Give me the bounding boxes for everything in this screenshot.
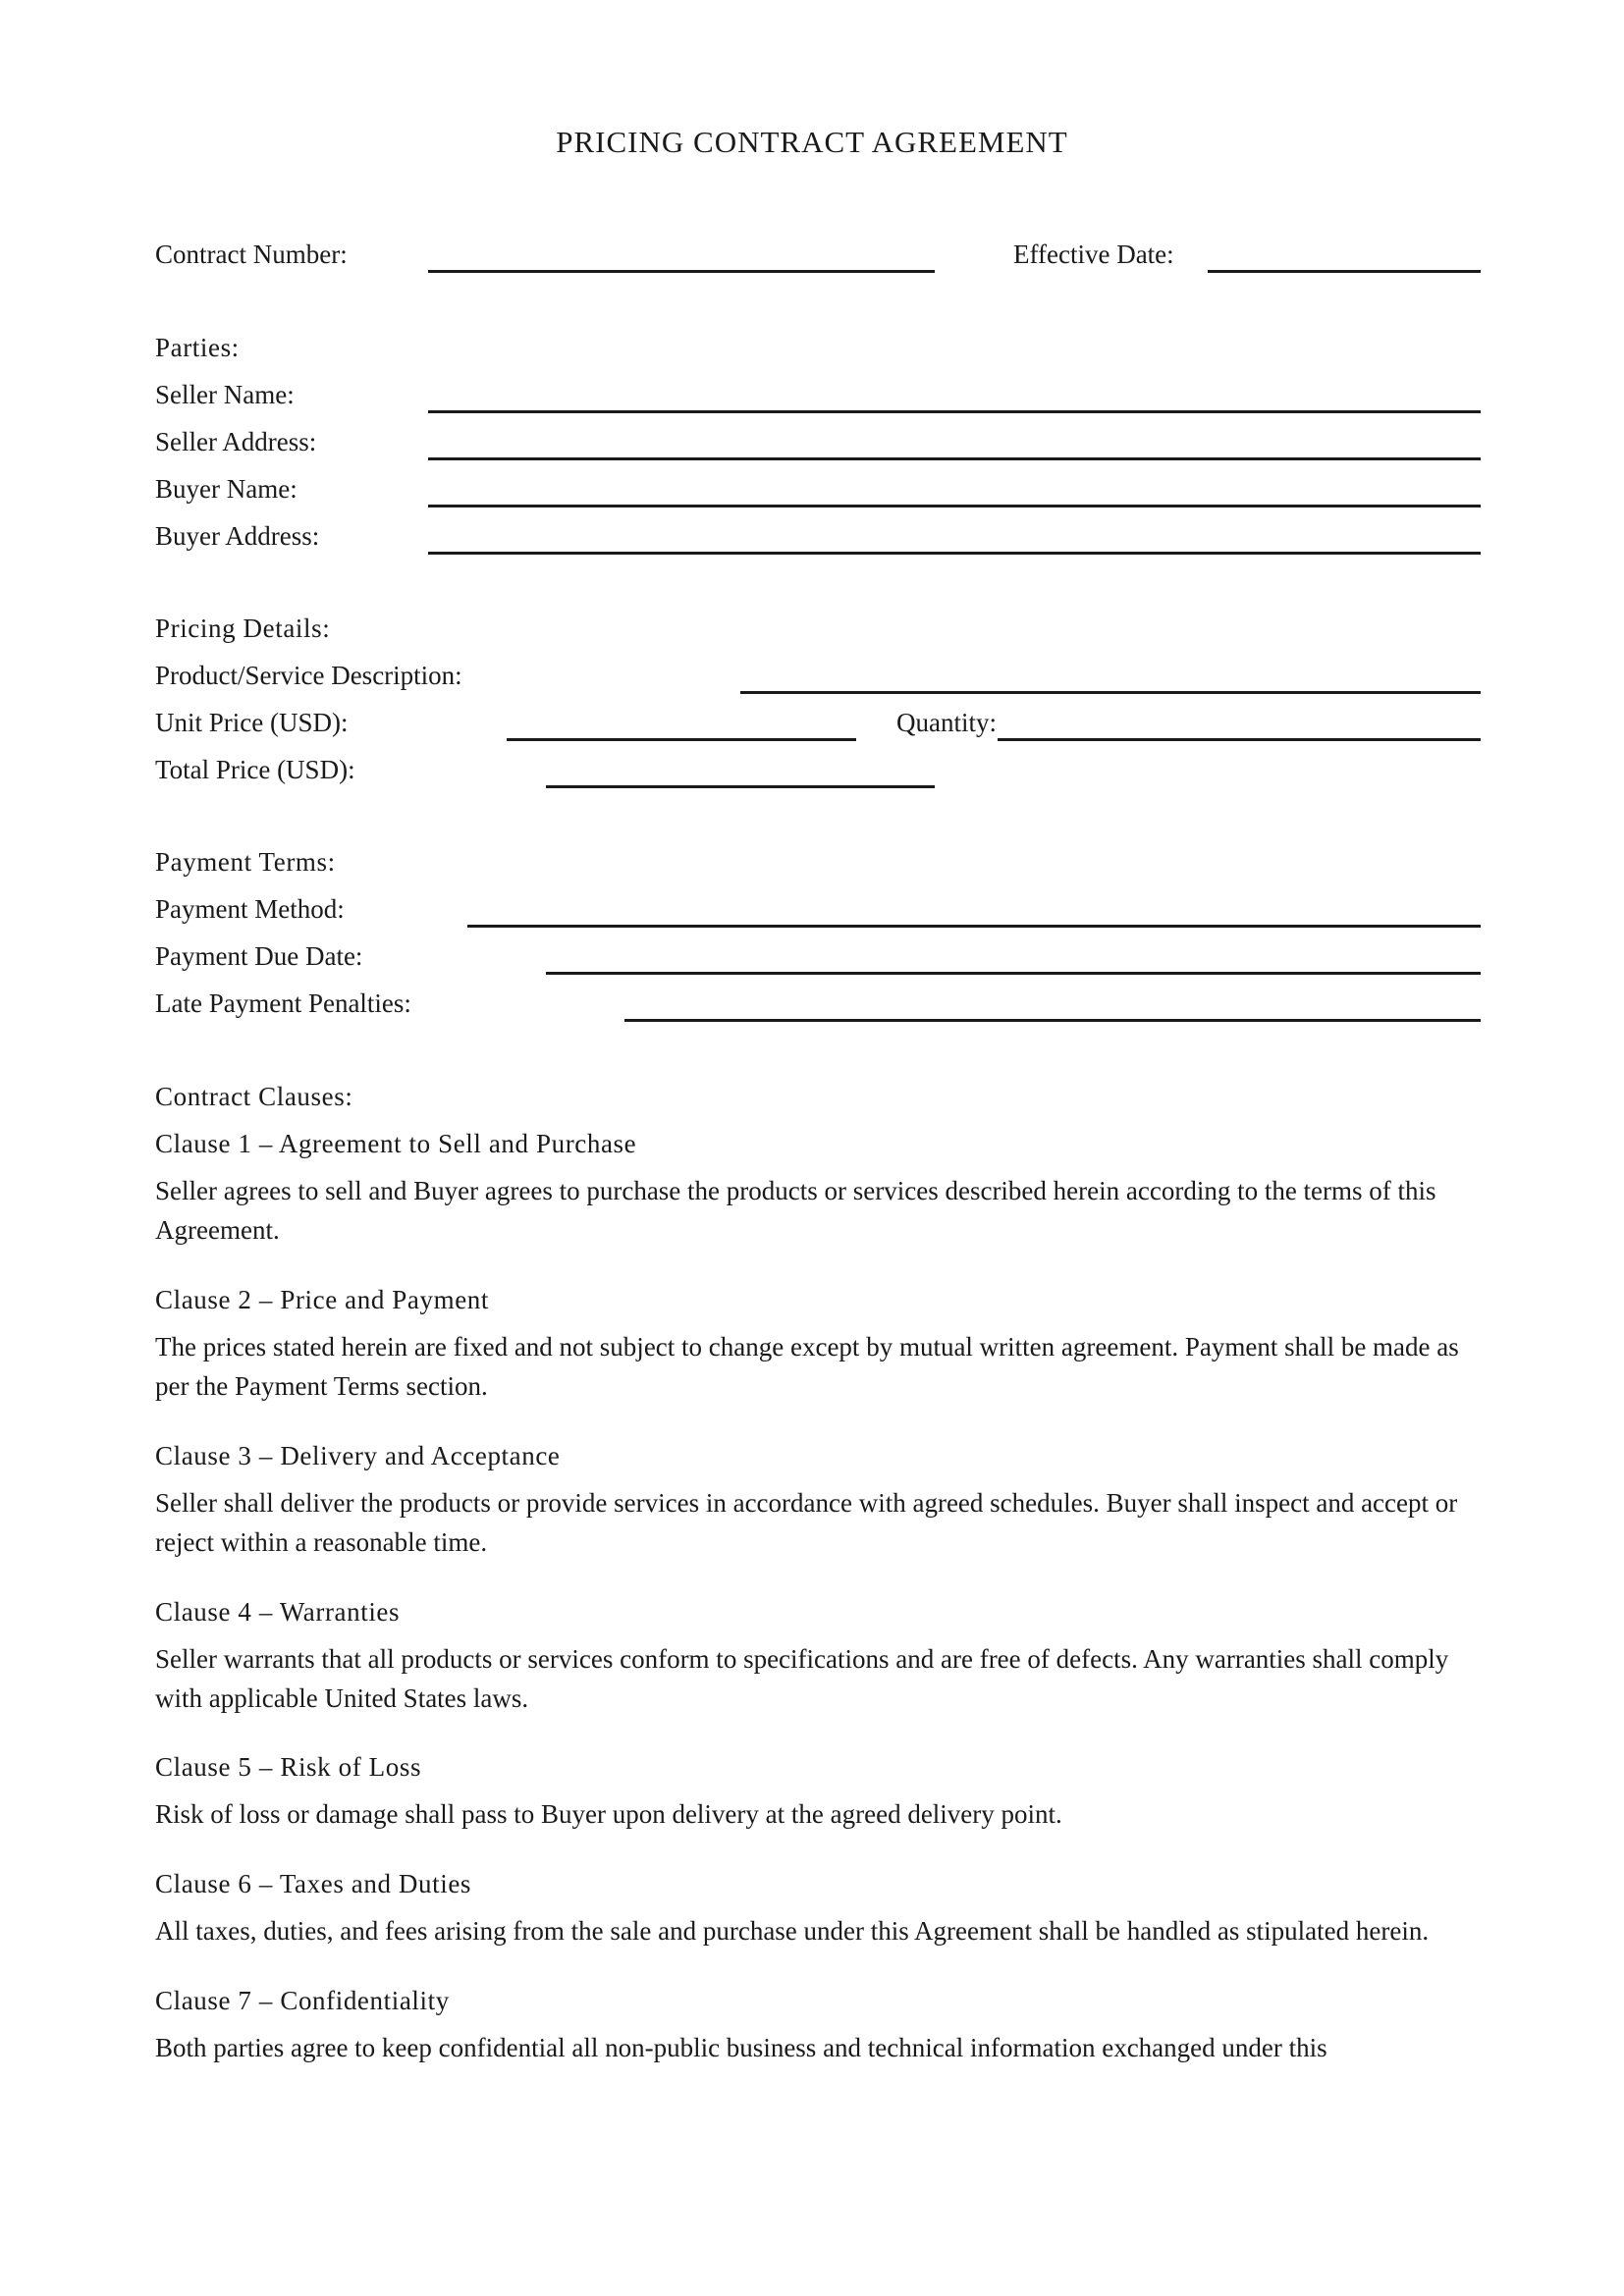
clause-title: Clause 7 – Confidentiality [155,1986,450,2015]
unit-price-field[interactable] [507,738,856,741]
contract-number-field[interactable] [428,270,935,273]
effective-date-field[interactable] [1208,270,1481,273]
effective-date-label: Effective Date: [1013,240,1174,269]
buyer-name-field[interactable] [428,505,1481,507]
clause-title: Clause 3 – Delivery and Acceptance [155,1441,561,1470]
clause-text: Seller warrants that all products or services conform to specifications and are free of defects. Any warranties shall comply with applicable United States laws. [155,1644,1449,1713]
total-price-label: Total Price (USD): [155,755,355,784]
clauses-heading: Contract Clauses: [155,1082,353,1111]
clause-text: All taxes, duties, and fees arising from the sale and purchase under this Agreement shall be handled as stipulated herein. [155,1916,1430,1946]
quantity-label: Quantity: [896,708,997,737]
payment-due-date-field[interactable] [546,972,1481,975]
payment-method-field[interactable] [467,925,1481,928]
description-label: Product/Service Description: [155,661,462,690]
payment-terms-heading: Payment Terms: [155,847,336,877]
pricing-heading: Pricing Details: [155,614,331,643]
unit-price-label: Unit Price (USD): [155,708,349,737]
late-penalties-label: Late Payment Penalties: [155,988,411,1018]
clause-text: The prices stated herein are fixed and not subject to change except by mutual written agreement. Payment shall be made as per the Payment Terms section. [155,1332,1459,1401]
clause-text: Both parties agree to keep confidential all non-public business and technical information exchanged under this [155,2033,1327,2062]
payment-due-date-label: Payment Due Date: [155,941,363,971]
clause-title: Clause 5 – Risk of Loss [155,1752,422,1782]
clause-text: Seller agrees to sell and Buyer agrees to purchase the products or services described herein according to the terms of this Agreement. [155,1176,1436,1245]
clause-text: Risk of loss or damage shall pass to Buyer upon delivery at the agreed delivery point. [155,1799,1062,1829]
quantity-field[interactable] [998,738,1481,741]
payment-method-label: Payment Method: [155,894,345,924]
buyer-address-field[interactable] [428,552,1481,555]
contract-number-label: Contract Number: [155,240,348,269]
clause-title: Clause 4 – Warranties [155,1597,401,1627]
buyer-address-label: Buyer Address: [155,521,320,551]
buyer-name-label: Buyer Name: [155,474,298,504]
clause-title: Clause 1 – Agreement to Sell and Purchase [155,1129,637,1158]
total-price-field[interactable] [546,785,935,788]
clause-title: Clause 2 – Price and Payment [155,1285,489,1314]
parties-heading: Parties: [155,333,240,362]
clause-text: Seller shall deliver the products or provide services in accordance with agreed schedules. Buyer shall inspect and accept or reject within a reasonable time. [155,1488,1458,1557]
seller-address-field[interactable] [428,457,1481,460]
clause-title: Clause 6 – Taxes and Duties [155,1869,472,1898]
seller-address-label: Seller Address: [155,427,317,456]
document-title: PRICING CONTRACT AGREEMENT [556,125,1068,159]
seller-name-field[interactable] [428,410,1481,413]
late-penalties-field[interactable] [624,1019,1481,1022]
seller-name-label: Seller Name: [155,380,295,409]
description-field[interactable] [740,691,1481,694]
